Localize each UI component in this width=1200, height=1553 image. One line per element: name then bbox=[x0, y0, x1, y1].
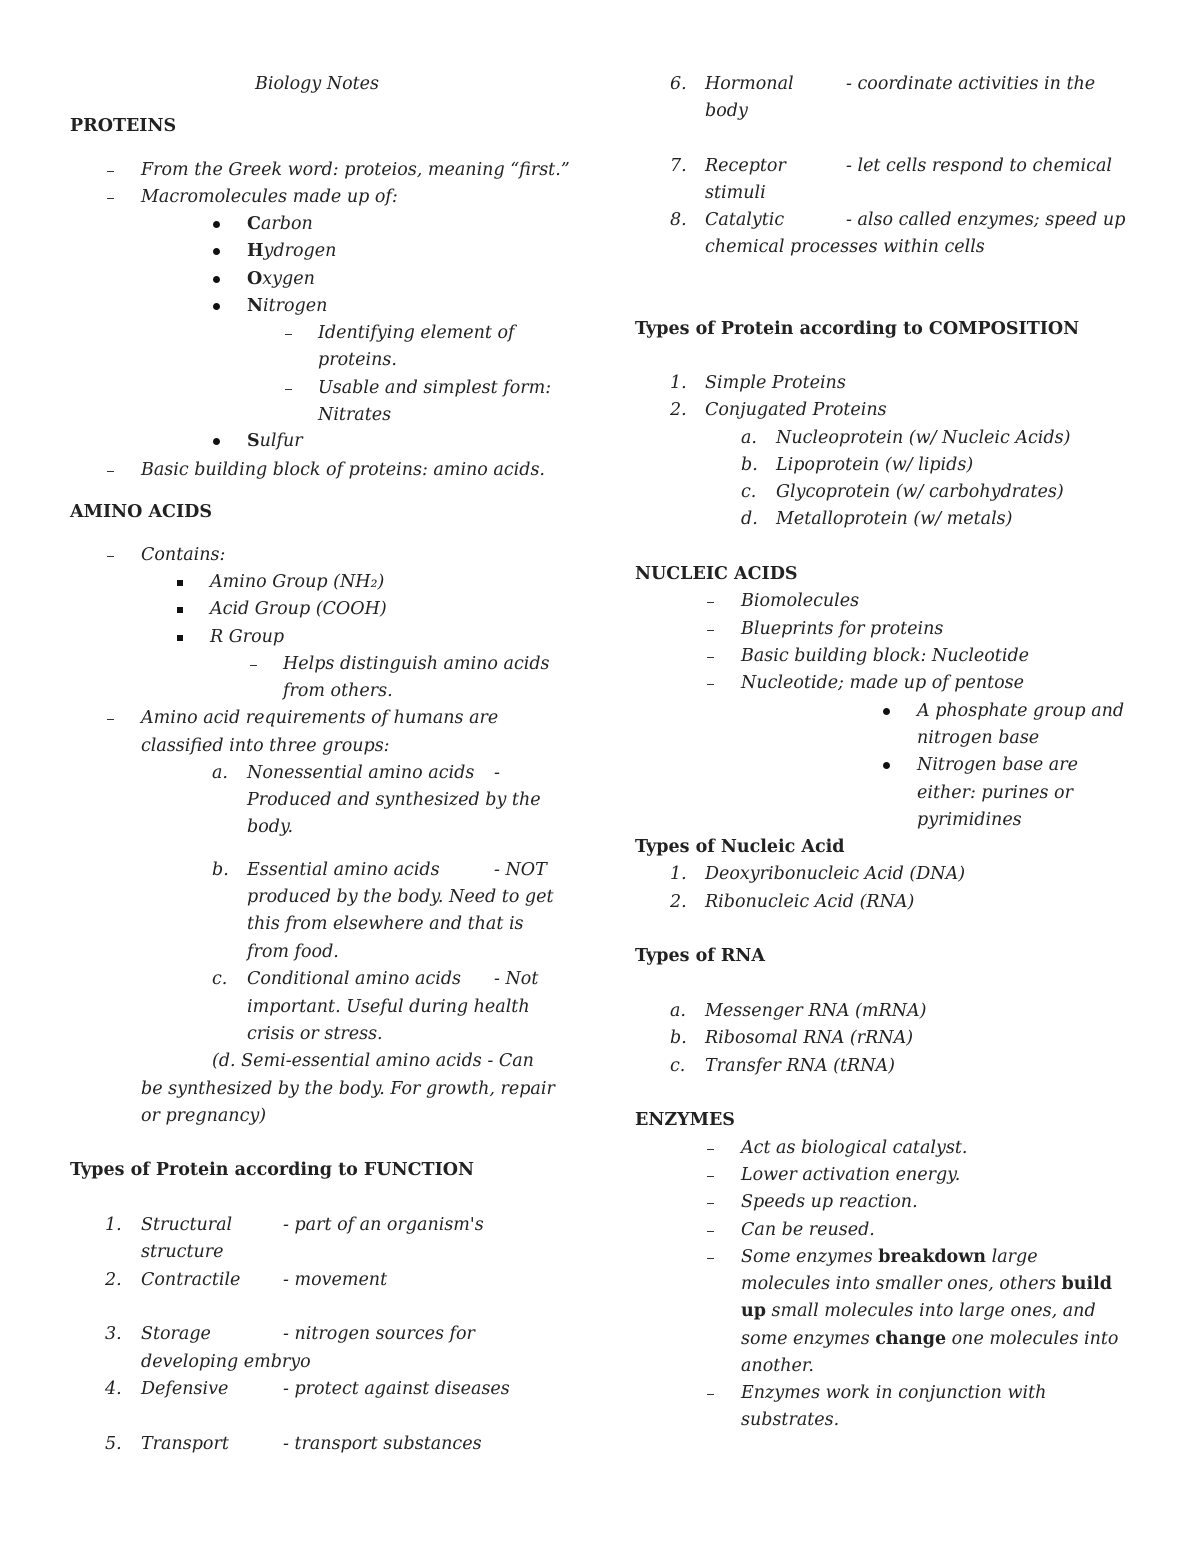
bullet-dot bbox=[883, 762, 890, 769]
function-cont: stimuli bbox=[705, 183, 766, 203]
class-a-line: body. bbox=[247, 817, 294, 837]
amino-contains: Contains: bbox=[141, 545, 226, 565]
list-marker: 5. bbox=[105, 1434, 122, 1454]
function-cont: chemical processes within cells bbox=[705, 237, 985, 257]
class-b-line: produced by the body. Need to get bbox=[247, 887, 554, 907]
dash-marker bbox=[107, 171, 114, 172]
function-desc: - protect against diseases bbox=[283, 1379, 510, 1399]
list-marker: 2. bbox=[670, 892, 687, 912]
class-a-line: Nonessential amino acids bbox=[247, 763, 475, 783]
list-marker: b. bbox=[741, 455, 758, 475]
nucleotide-note: either: purines or bbox=[917, 783, 1073, 803]
list-marker: 8. bbox=[670, 210, 687, 230]
rna-heading: Types of RNA bbox=[635, 946, 765, 966]
function-desc: - also called enzymes; speed up bbox=[846, 210, 1126, 230]
list-marker: c. bbox=[741, 482, 757, 502]
list-marker: 3. bbox=[105, 1324, 122, 1344]
composition-subitem: Nucleoprotein (w/ Nucleic Acids) bbox=[776, 428, 1071, 448]
list-marker: 1. bbox=[670, 864, 687, 884]
dash-marker bbox=[707, 1394, 714, 1395]
proteins-macro: Macromolecules made up of: bbox=[141, 187, 398, 207]
types-nucleic-heading: Types of Nucleic Acid bbox=[635, 837, 845, 857]
class-c-line: important. Useful during health bbox=[247, 997, 530, 1017]
composition-subitem: Glycoprotein (w/ carbohydrates) bbox=[776, 482, 1064, 502]
enzyme-last: Enzymes work in conjunction with bbox=[741, 1383, 1047, 1403]
nitrogen-note-line: Nitrates bbox=[318, 405, 392, 425]
amino-group-item: R Group bbox=[210, 627, 285, 647]
dash-marker bbox=[250, 665, 257, 666]
list-marker: 4. bbox=[105, 1379, 122, 1399]
dash-marker bbox=[707, 602, 714, 603]
function-name: Hormonal bbox=[705, 74, 794, 94]
dash-marker bbox=[107, 198, 114, 199]
enzyme-last: substrates. bbox=[741, 1410, 840, 1430]
amino-group-item: Acid Group (COOH) bbox=[210, 599, 387, 619]
amino-group-item: Amino Group (NH₂) bbox=[210, 572, 385, 592]
dash-marker bbox=[707, 1203, 714, 1204]
function-desc: - part of an organism's bbox=[283, 1215, 484, 1235]
nucleic-type: Deoxyribonucleic Acid (DNA) bbox=[705, 864, 966, 884]
dash-marker bbox=[107, 471, 114, 472]
list-marker: a. bbox=[212, 763, 228, 783]
proteins-greek: From the Greek word: proteios, meaning “first.” bbox=[141, 160, 570, 180]
enzyme-long-line: up small molecules into large ones, and bbox=[741, 1301, 1096, 1321]
composition-subitem: Metalloprotein (w/ metals) bbox=[776, 509, 1013, 529]
page-title: Biology Notes bbox=[255, 74, 379, 94]
class-b-line: this from elsewhere and that is bbox=[247, 914, 524, 934]
function-name: Contractile bbox=[141, 1270, 241, 1290]
nucleic-item: Biomolecules bbox=[741, 591, 860, 611]
nitrogen-note-line: proteins. bbox=[318, 350, 397, 370]
dash-marker bbox=[707, 1231, 714, 1232]
list-marker: d. bbox=[741, 509, 758, 529]
enzyme-item: Lower activation energy. bbox=[741, 1165, 961, 1185]
dash-marker bbox=[707, 684, 714, 685]
class-b-line: Essential amino acids bbox=[247, 860, 440, 880]
list-marker: 1. bbox=[105, 1215, 122, 1235]
function-cont: structure bbox=[141, 1242, 224, 1262]
class-c-tail: - Not bbox=[494, 969, 539, 989]
function-cont: body bbox=[705, 101, 748, 121]
amino-heading: AMINO ACIDS bbox=[70, 502, 212, 522]
nitrogen-note-line: Usable and simplest form: bbox=[318, 378, 552, 398]
list-marker: c. bbox=[670, 1056, 686, 1076]
dash-marker bbox=[285, 334, 292, 335]
function-desc: - nitrogen sources for bbox=[283, 1324, 475, 1344]
dash-marker bbox=[707, 1258, 714, 1259]
class-a-line: Produced and synthesized by the bbox=[247, 790, 541, 810]
enzyme-long-line: some enzymes change one molecules into bbox=[741, 1329, 1119, 1349]
element-oxygen: Oxygen bbox=[247, 269, 315, 289]
rna-type: Messenger RNA (mRNA) bbox=[705, 1001, 927, 1021]
semi-essential-line: (d. Semi-essential amino acids - Can bbox=[212, 1051, 534, 1071]
list-marker: 7. bbox=[670, 156, 687, 176]
element-hydrogen: Hydrogen bbox=[247, 241, 337, 261]
function-name: Catalytic bbox=[705, 210, 785, 230]
dash-marker bbox=[107, 556, 114, 557]
bullet-dot bbox=[213, 438, 220, 445]
function-desc: - let cells respond to chemical bbox=[846, 156, 1112, 176]
nucleotide-note: pyrimidines bbox=[917, 810, 1022, 830]
function-name: Receptor bbox=[705, 156, 786, 176]
bullet-dot bbox=[213, 248, 220, 255]
element-sulfur: Sulfur bbox=[247, 431, 303, 451]
r-group-note: from others. bbox=[283, 681, 393, 701]
bullet-dot bbox=[213, 221, 220, 228]
class-c-line: Conditional amino acids bbox=[247, 969, 462, 989]
composition-heading: Types of Protein according to COMPOSITION bbox=[635, 319, 1080, 339]
enzymes-heading: ENZYMES bbox=[635, 1110, 735, 1130]
nucleic-type: Ribonucleic Acid (RNA) bbox=[705, 892, 915, 912]
proteins-heading: PROTEINS bbox=[70, 116, 177, 136]
dash-marker bbox=[707, 1176, 714, 1177]
list-marker: a. bbox=[670, 1001, 686, 1021]
class-a-tail: - bbox=[494, 763, 500, 783]
list-marker: 6. bbox=[670, 74, 687, 94]
list-marker: 2. bbox=[670, 400, 687, 420]
dash-marker bbox=[707, 657, 714, 658]
function-desc: - coordinate activities in the bbox=[846, 74, 1096, 94]
list-marker: 2. bbox=[105, 1270, 122, 1290]
list-marker: b. bbox=[212, 860, 229, 880]
function-desc: - transport substances bbox=[283, 1434, 482, 1454]
square-bullet bbox=[177, 635, 183, 641]
dash-marker bbox=[285, 389, 292, 390]
list-marker: 1. bbox=[670, 373, 687, 393]
function-heading: Types of Protein according to FUNCTION bbox=[70, 1160, 474, 1180]
enzyme-item: Act as biological catalyst. bbox=[741, 1138, 968, 1158]
enzyme-item: Can be reused. bbox=[741, 1220, 875, 1240]
square-bullet bbox=[177, 607, 183, 613]
function-desc: - movement bbox=[283, 1270, 388, 1290]
semi-essential-line: be synthesized by the body. For growth, repair bbox=[141, 1079, 555, 1099]
proteins-building-block: Basic building block of proteins: amino acids. bbox=[141, 460, 545, 480]
amino-requirements: classified into three groups: bbox=[141, 736, 390, 756]
enzyme-long-line: Some enzymes breakdown large bbox=[741, 1247, 1038, 1267]
nucleic-heading: NUCLEIC ACIDS bbox=[635, 564, 798, 584]
dash-marker bbox=[707, 1149, 714, 1150]
element-carbon: Carbon bbox=[247, 214, 313, 234]
composition-subitem: Lipoprotein (w/ lipids) bbox=[776, 455, 974, 475]
enzyme-long-line: another. bbox=[741, 1356, 814, 1376]
bullet-dot bbox=[213, 276, 220, 283]
amino-requirements: Amino acid requirements of humans are bbox=[141, 708, 499, 728]
class-b-line: from food. bbox=[247, 942, 339, 962]
enzyme-item: Speeds up reaction. bbox=[741, 1192, 918, 1212]
rna-type: Ribosomal RNA (rRNA) bbox=[705, 1028, 914, 1048]
element-nitrogen: Nitrogen bbox=[247, 296, 328, 316]
square-bullet bbox=[177, 580, 183, 586]
function-name: Transport bbox=[141, 1434, 229, 1454]
bullet-dot bbox=[213, 303, 220, 310]
class-c-line: crisis or stress. bbox=[247, 1024, 383, 1044]
nucleotide-note: nitrogen base bbox=[917, 728, 1040, 748]
list-marker: a. bbox=[741, 428, 757, 448]
nucleic-item: Basic building block: Nucleotide bbox=[741, 646, 1029, 666]
function-name: Defensive bbox=[141, 1379, 229, 1399]
nucleotide-note: Nitrogen base are bbox=[917, 755, 1078, 775]
list-marker: b. bbox=[670, 1028, 687, 1048]
rna-type: Transfer RNA (tRNA) bbox=[705, 1056, 895, 1076]
function-cont: developing embryo bbox=[141, 1352, 311, 1372]
function-name: Structural bbox=[141, 1215, 233, 1235]
nitrogen-note-line: Identifying element of bbox=[318, 323, 515, 343]
list-marker: c. bbox=[212, 969, 228, 989]
semi-essential-line: or pregnancy) bbox=[141, 1106, 267, 1126]
bullet-dot bbox=[883, 708, 890, 715]
composition-item: Conjugated Proteins bbox=[705, 400, 887, 420]
nucleic-item: Blueprints for proteins bbox=[741, 619, 944, 639]
composition-item: Simple Proteins bbox=[705, 373, 846, 393]
dash-marker bbox=[107, 719, 114, 720]
dash-marker bbox=[707, 630, 714, 631]
nucleic-item: Nucleotide; made up of pentose bbox=[741, 673, 1025, 693]
function-name: Storage bbox=[141, 1324, 211, 1344]
nucleotide-note: A phosphate group and bbox=[917, 701, 1125, 721]
r-group-note: Helps distinguish amino acids bbox=[283, 654, 550, 674]
enzyme-long-line: molecules into smaller ones, others build bbox=[741, 1274, 1113, 1294]
class-b-tail: - NOT bbox=[494, 860, 547, 880]
